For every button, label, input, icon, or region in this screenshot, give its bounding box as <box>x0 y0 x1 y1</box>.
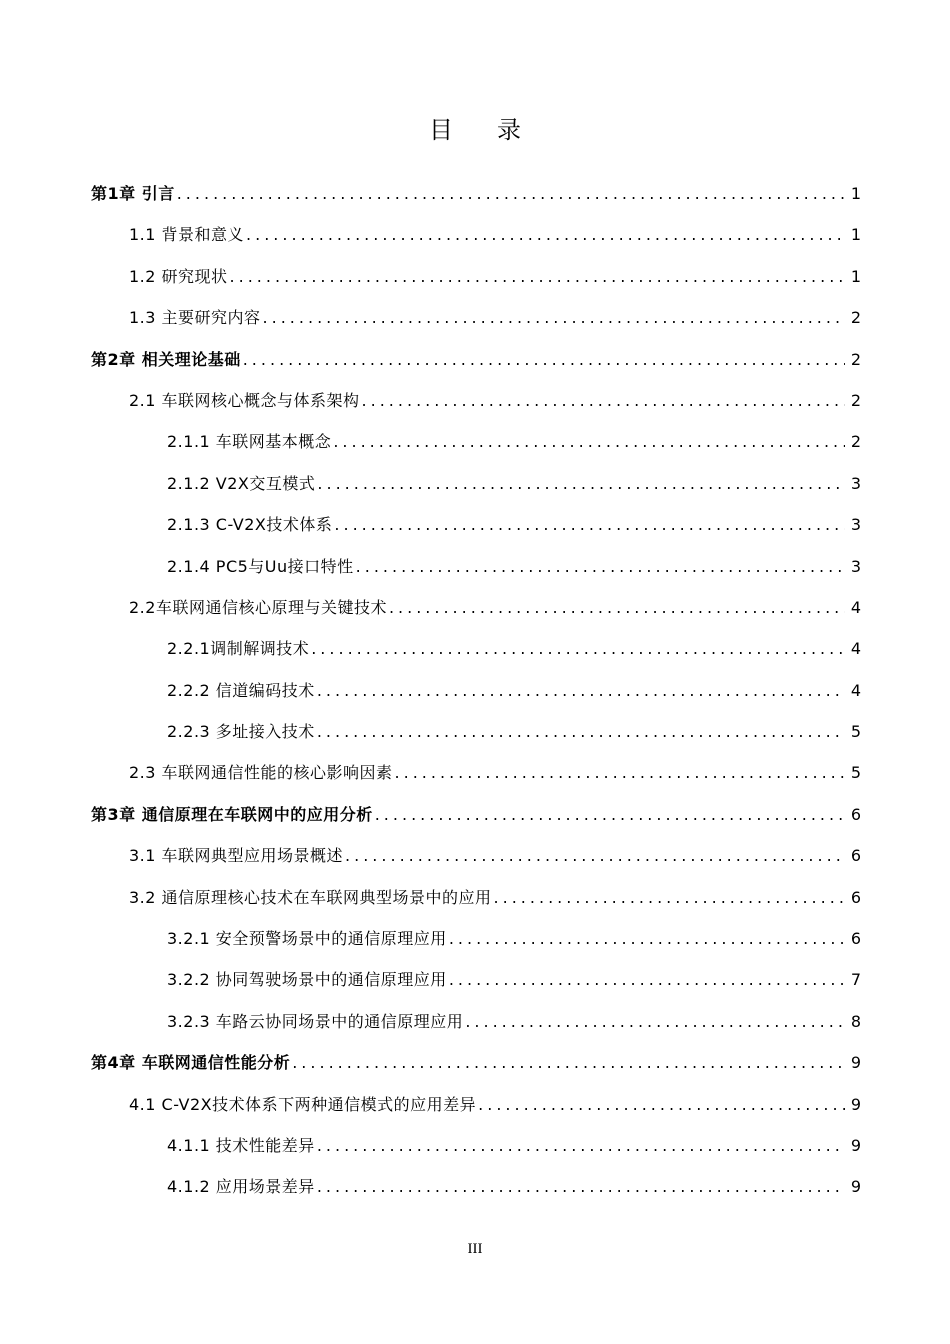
toc-dot-leader <box>345 838 845 874</box>
toc-entry-title: 2.1.3 C-V2X技术体系 <box>167 515 333 535</box>
toc-entry-title: 2.2车联网通信核心原理与关键技术 <box>129 597 387 617</box>
toc-entry[interactable] <box>91 921 861 962</box>
toc-dot-leader <box>246 217 845 253</box>
toc-entry[interactable] <box>91 1045 861 1086</box>
toc-page-number: 8 <box>850 1011 861 1031</box>
toc-entry-title: 3.2 通信原理核心技术在车联网典型场景中的应用 <box>129 887 492 907</box>
toc-entry[interactable] <box>91 1169 861 1210</box>
toc-page-number: 1 <box>850 184 861 203</box>
toc-entry-title: 2.2.3 多址接入技术 <box>167 722 315 742</box>
toc-page-number: 9 <box>850 1094 861 1114</box>
toc-page-number: 2 <box>850 390 861 410</box>
toc-page-number: 6 <box>850 887 861 907</box>
toc-entry[interactable] <box>91 300 861 341</box>
toc-dot-leader <box>449 962 845 998</box>
toc-entry[interactable] <box>91 673 861 714</box>
toc-entry[interactable] <box>91 880 861 921</box>
toc-entry[interactable] <box>91 797 861 838</box>
toc-dot-leader <box>317 1128 845 1164</box>
toc-entry[interactable] <box>91 590 861 631</box>
toc-entry[interactable] <box>91 507 861 548</box>
toc-dot-leader <box>395 755 845 791</box>
toc-entry-title: 2.1.1 车联网基本概念 <box>167 432 332 452</box>
toc-page-number: 1 <box>850 266 861 286</box>
toc-dot-leader <box>333 424 845 460</box>
toc-entry-title: 3.1 车联网典型应用场景概述 <box>129 846 344 866</box>
toc-entry-title: 2.2.2 信道编码技术 <box>167 680 315 700</box>
toc-entry-title: 第3章 通信原理在车联网中的应用分析 <box>91 804 373 824</box>
toc-dot-leader <box>494 880 845 916</box>
toc-title: 目录 <box>429 116 565 144</box>
toc-dot-leader <box>317 466 845 502</box>
toc-dot-leader <box>263 300 845 336</box>
toc-page-number: 3 <box>850 515 861 535</box>
toc-entry[interactable] <box>91 383 861 424</box>
toc-entry-title: 4.1 C-V2X技术体系下两种通信模式的应用差异 <box>129 1094 477 1114</box>
toc-entry-title: 4.1.1 技术性能差异 <box>167 1135 315 1155</box>
toc-entry[interactable] <box>91 176 861 217</box>
toc-dot-leader <box>243 342 845 378</box>
toc-page-number: 5 <box>850 763 861 783</box>
toc-dot-leader <box>230 259 845 295</box>
toc-entry-title: 1.2 研究现状 <box>129 266 228 286</box>
toc-dot-leader <box>362 383 845 419</box>
toc-dot-leader <box>465 1004 845 1040</box>
toc-page-number: 6 <box>850 846 861 866</box>
toc-page-number: 5 <box>850 722 861 742</box>
toc-entry[interactable] <box>91 755 861 796</box>
toc-entry[interactable] <box>91 217 861 258</box>
toc-page-number: 9 <box>850 1177 861 1197</box>
toc-dot-leader <box>478 1087 845 1123</box>
toc-entry[interactable] <box>91 342 861 383</box>
toc-page-number: 6 <box>850 929 861 949</box>
toc-dot-leader <box>317 714 845 750</box>
toc-dot-leader <box>292 1045 845 1081</box>
toc-page-number: 3 <box>850 556 861 576</box>
toc-page-number: 2 <box>850 308 861 328</box>
toc-entry[interactable] <box>91 549 861 590</box>
toc-entry[interactable] <box>91 962 861 1003</box>
toc-dot-leader <box>389 590 845 626</box>
toc-dot-leader <box>311 631 845 667</box>
toc-dot-leader <box>177 176 845 212</box>
toc-page-number: 9 <box>850 1135 861 1155</box>
toc-entry[interactable] <box>91 466 861 507</box>
toc-page-number: 3 <box>850 473 861 493</box>
toc-dot-leader <box>449 921 845 957</box>
toc-entry-title: 1.1 背景和意义 <box>129 225 245 245</box>
toc-page-number: 4 <box>850 639 861 659</box>
toc-entry-title: 第1章 引言 <box>91 184 175 203</box>
toc-entry-title: 第2章 相关理论基础 <box>91 349 241 369</box>
toc-page-number: 9 <box>850 1053 861 1073</box>
toc-dot-leader <box>317 1169 845 1205</box>
toc-entry[interactable] <box>91 714 861 755</box>
toc-entry-title: 第4章 车联网通信性能分析 <box>91 1053 291 1073</box>
toc-page-number: 6 <box>850 804 861 824</box>
toc-dot-leader <box>375 797 845 833</box>
toc-entry-title: 4.1.2 应用场景差异 <box>167 1177 315 1197</box>
toc-entry[interactable] <box>91 838 861 879</box>
toc-page-number: 4 <box>850 597 861 617</box>
toc-entry-title: 2.1.4 PC5与Uu接口特性 <box>167 556 354 576</box>
toc-entry[interactable] <box>91 631 861 672</box>
toc-entry-title: 2.1 车联网核心概念与体系架构 <box>129 390 360 410</box>
toc-dot-leader <box>334 507 845 543</box>
toc-entry[interactable] <box>91 1128 861 1169</box>
toc-entry-title: 3.2.1 安全预警场景中的通信原理应用 <box>167 929 447 949</box>
toc-entry-title: 3.2.3 车路云协同场景中的通信原理应用 <box>167 1011 464 1031</box>
toc-entry-title: 2.3 车联网通信性能的核心影响因素 <box>129 763 393 783</box>
toc-entry-title: 1.3 主要研究内容 <box>129 308 261 328</box>
toc-entry-title: 3.2.2 协同驾驶场景中的通信原理应用 <box>167 970 447 990</box>
toc-page-number: 2 <box>850 432 861 452</box>
page-number-footer: III <box>467 1241 483 1257</box>
toc-dot-leader <box>317 673 845 709</box>
table-of-contents <box>91 176 861 1211</box>
toc-entry[interactable] <box>91 259 861 300</box>
toc-entry[interactable] <box>91 1087 861 1128</box>
toc-page-number: 7 <box>850 970 861 990</box>
toc-entry[interactable] <box>91 1004 861 1045</box>
toc-page-number: 1 <box>850 225 861 245</box>
toc-entry-title: 2.2.1调制解调技术 <box>167 639 310 659</box>
toc-entry[interactable] <box>91 424 861 465</box>
toc-dot-leader <box>356 549 845 585</box>
toc-page-number: 2 <box>850 349 861 369</box>
toc-page-number: 4 <box>850 680 861 700</box>
toc-entry-title: 2.1.2 V2X交互模式 <box>167 473 316 493</box>
